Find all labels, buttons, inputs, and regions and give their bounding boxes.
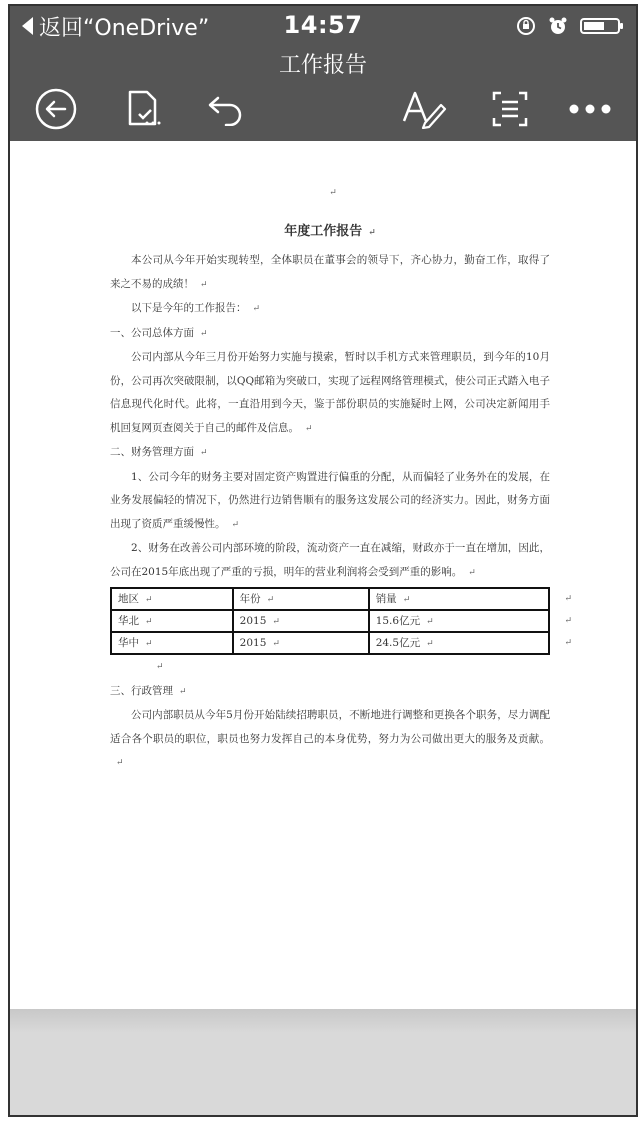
report-intro-text: 以下是今年的工作报告： bbox=[131, 302, 247, 314]
sales-table-wrapper bbox=[110, 587, 572, 655]
table-cell[interactable]: 华北 ↵ bbox=[111, 610, 233, 632]
row-end-mark: ↵ bbox=[564, 594, 572, 604]
section3-text: 公司内部职员从今年5月份开始陆续招聘职员，不断地进行调整和更换各个职务，尽力调配适合各个职员的职位，职员也努力发挥自己的本身优势，努力为公司做出更大的服务及贡献。 bbox=[110, 709, 550, 745]
battery-icon bbox=[580, 16, 624, 36]
section2-paragraph-1: 1、公司今年的财务主要对固定资产购置进行偏重的分配，从而偏轻了业务外在的发展，在业务发展偏轻的情况下，仍然进行边销售顺有的服务这发展公司的经济实力。因此，财务方面出现了资质严重缓慢性。 ↵ bbox=[110, 470, 550, 530]
table-cell[interactable]: 2015 ↵ bbox=[233, 610, 369, 632]
back-app-label: 返回“OneDrive” bbox=[39, 15, 210, 41]
section1-title-text: 一、公司总体方面 bbox=[110, 326, 194, 339]
status-time: 14:57 bbox=[283, 11, 363, 39]
paragraph-mark: ↵ bbox=[156, 662, 164, 672]
document-title: 工作报告 bbox=[278, 53, 367, 78]
section2-p1-text: 1、公司今年的财务主要对固定资产购置进行偏重的分配，从而偏轻了业务外在的发展，在业务发展偏轻的情况下，仍然进行边销售顺有的服务这发展公司的经济实力。因此，财务方面出现了资质严重缓慢性。 bbox=[110, 470, 550, 530]
scan-icon[interactable] bbox=[486, 84, 534, 134]
row-end-mark: ↵ bbox=[564, 616, 572, 626]
section3-title-text: 三、行政管理 bbox=[110, 684, 173, 697]
edit-text-icon[interactable] bbox=[400, 84, 448, 134]
report-title: 年度工作报告 bbox=[284, 223, 363, 239]
intro-paragraph: 本公司从今年开始实现转型，全体职员在董事会的领导下，齐心协力，勤奋工作，取得了来之不易的成绩！ ↵ bbox=[110, 254, 550, 290]
report-heading: 年度工作报告 ↵ bbox=[284, 223, 376, 239]
section2-paragraph-2: 2、财务在改善公司内部环境的阶段，流动资产一直在减缩，财政亦于一直在增加，因此，公司在2015年底出现了严重的亏损，明年的营业利润将会受到严重的影响。 ↵ bbox=[110, 542, 550, 578]
document-canvas[interactable] bbox=[10, 141, 636, 1009]
status-icons bbox=[516, 16, 624, 36]
section1-title: 一、公司总体方面 ↵ bbox=[110, 326, 208, 339]
table-cell[interactable]: 地区 ↵ bbox=[111, 588, 233, 610]
section3-title: 三、行政管理 ↵ bbox=[110, 684, 187, 697]
sales-table[interactable] bbox=[110, 587, 550, 655]
table-cell[interactable]: 2015 ↵ bbox=[233, 632, 369, 654]
table-row bbox=[111, 610, 549, 632]
app-header bbox=[10, 6, 636, 141]
section2-p2-text: 2、财务在改善公司内部环境的阶段，流动资产一直在减缩，财政亦于一直在增加，因此，公司在2015年底出现了严重的亏损，明年的营业利润将会受到严重的影响。 bbox=[110, 542, 550, 578]
document-page[interactable] bbox=[110, 181, 572, 776]
status-bar bbox=[10, 6, 636, 46]
section2-title: 二、财务管理方面 ↵ bbox=[110, 446, 208, 458]
paragraph-mark: ↵ bbox=[329, 188, 337, 198]
section1-paragraph: 公司内部从今年三月份开始努力实施与摸索，暂时以手机方式来管理职员，到今年的10月份，公司再次突破限制，以QQ邮箱为突破口，实现了远程网络管理模式，使公司正式踏入电子信息现代化时代。此将，一直沿用到今天，鉴于部份职员的实施疑时上网，公司决定新闻用手机回复网页查阅关于自己的邮件及信息。 ↵ bbox=[110, 351, 550, 434]
page-shadow bbox=[10, 1009, 636, 1033]
table-cell[interactable]: 24.5亿元 ↵ bbox=[369, 632, 549, 654]
section2-title-text: 二、财务管理方面 bbox=[110, 446, 194, 458]
rotation-lock-icon bbox=[516, 16, 536, 36]
table-cell[interactable]: 15.6亿元 ↵ bbox=[369, 610, 549, 632]
intro-text: 本公司从今年开始实现转型，全体职员在董事会的领导下，齐心协力，勤奋工作，取得了来之不易的成绩！ bbox=[110, 254, 550, 290]
table-header-row bbox=[111, 588, 549, 610]
table-cell[interactable]: 华中 ↵ bbox=[111, 632, 233, 654]
back-circle-icon[interactable] bbox=[32, 84, 80, 134]
phone-screen bbox=[8, 4, 638, 1117]
table-cell[interactable]: 销量 ↵ bbox=[369, 588, 549, 610]
toolbar bbox=[10, 84, 636, 136]
section1-text: 公司内部从今年三月份开始努力实施与摸索，暂时以手机方式来管理职员，到今年的10月份，公司再次突破限制，以QQ邮箱为突破口，实现了远程网络管理模式，使公司正式踏入电子信息现代化时代。此将，一直沿用到今天，鉴于部份职员的实施疑时上网，公司决定新闻用手机回复网页查阅关于自己的邮件及信息。 bbox=[110, 351, 550, 434]
alarm-icon bbox=[548, 16, 568, 36]
table-cell[interactable]: 年份 ↵ bbox=[233, 588, 369, 610]
save-file-icon[interactable] bbox=[120, 84, 168, 134]
report-intro-paragraph: 以下是今年的工作报告： ↵ bbox=[131, 302, 261, 314]
section3-paragraph: 公司内部职员从今年5月份开始陆续招聘职员，不断地进行调整和更换各个职务，尽力调配适合各个职员的职位，职员也努力发挥自己的本身优势，努力为公司做出更大的服务及贡献。↵ bbox=[110, 709, 550, 768]
undo-icon[interactable] bbox=[202, 84, 250, 134]
table-row bbox=[111, 632, 549, 654]
row-end-mark: ↵ bbox=[564, 638, 572, 648]
more-icon[interactable] bbox=[566, 84, 614, 134]
